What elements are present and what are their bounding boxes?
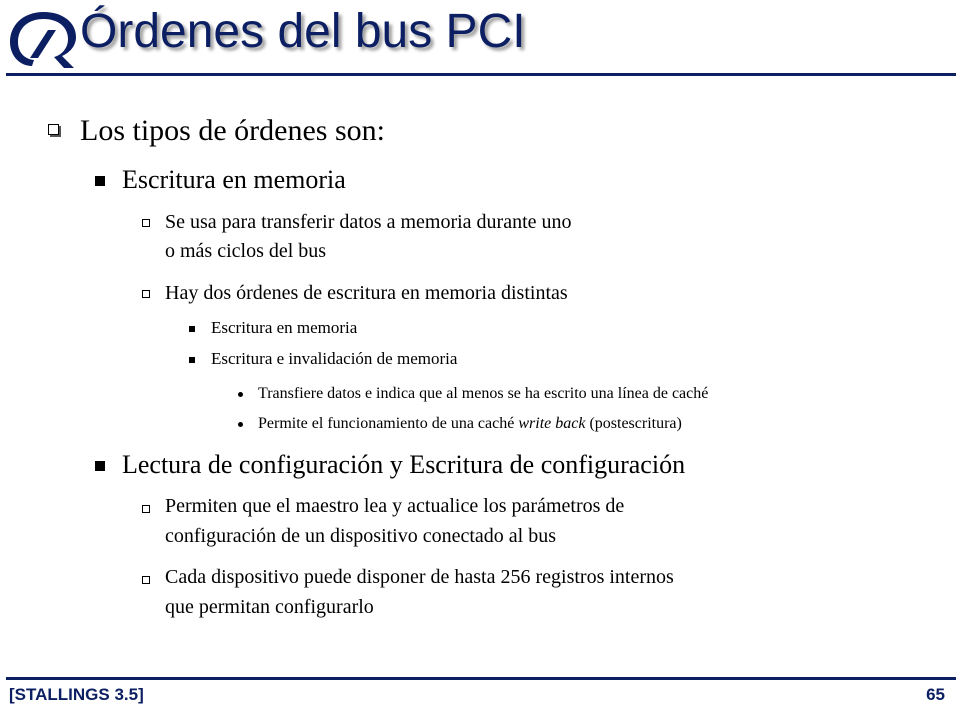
two-orders-text: Hay dos órdenes de escritura en memoria distintas <box>165 282 568 304</box>
slide-title: Órdenes del bus PCI <box>80 5 526 58</box>
filled-square-bullet <box>95 176 105 186</box>
write-invalidate-item: Escritura e invalidación de memoria <box>211 349 458 368</box>
footer-divider <box>6 677 956 680</box>
small-square-bullet <box>142 290 150 298</box>
config-heading: Lectura de configuración y Escritura de configuración <box>122 450 686 479</box>
small-square-bullet <box>142 219 150 227</box>
tiny-square-bullet <box>189 357 195 363</box>
write-memory-desc-line1: Se usa para transferir datos a memoria durante uno <box>165 211 572 233</box>
registers-line1: Cada dispositivo puede disponer de hasta 256 registros internos <box>165 566 674 588</box>
config-desc-line2: configuración de un dispositivo conectado al bus <box>165 525 557 547</box>
dot-bullet <box>238 392 243 397</box>
small-square-bullet <box>142 576 150 584</box>
hollow-square-bullet <box>48 124 59 135</box>
transfer-detail: Transfiere datos e indica que al menos se ha escrito una línea de caché <box>258 385 709 402</box>
filled-square-bullet <box>95 461 105 471</box>
write-memory-heading: Escritura en memoria <box>122 165 346 194</box>
tiny-square-bullet <box>189 326 195 332</box>
intro-heading: Los tipos de órdenes son: <box>80 114 385 147</box>
write-memory-desc-line2: o más ciclos del bus <box>165 240 327 262</box>
write-back-detail: Permite el funcionamiento de una caché write back (postescritura) <box>258 415 682 432</box>
title-divider <box>6 73 956 76</box>
write-memory-item: Escritura en memoria <box>211 318 358 337</box>
dot-bullet <box>238 422 243 427</box>
small-square-bullet <box>142 505 150 513</box>
university-logo <box>4 6 84 72</box>
config-desc-line1: Permiten que el maestro lea y actualice los parámetros de <box>165 495 625 517</box>
footer-reference: [STALLINGS 3.5] <box>9 685 144 704</box>
page-number: 65 <box>926 685 945 704</box>
registers-line2: que permitan configurarlo <box>165 596 374 618</box>
